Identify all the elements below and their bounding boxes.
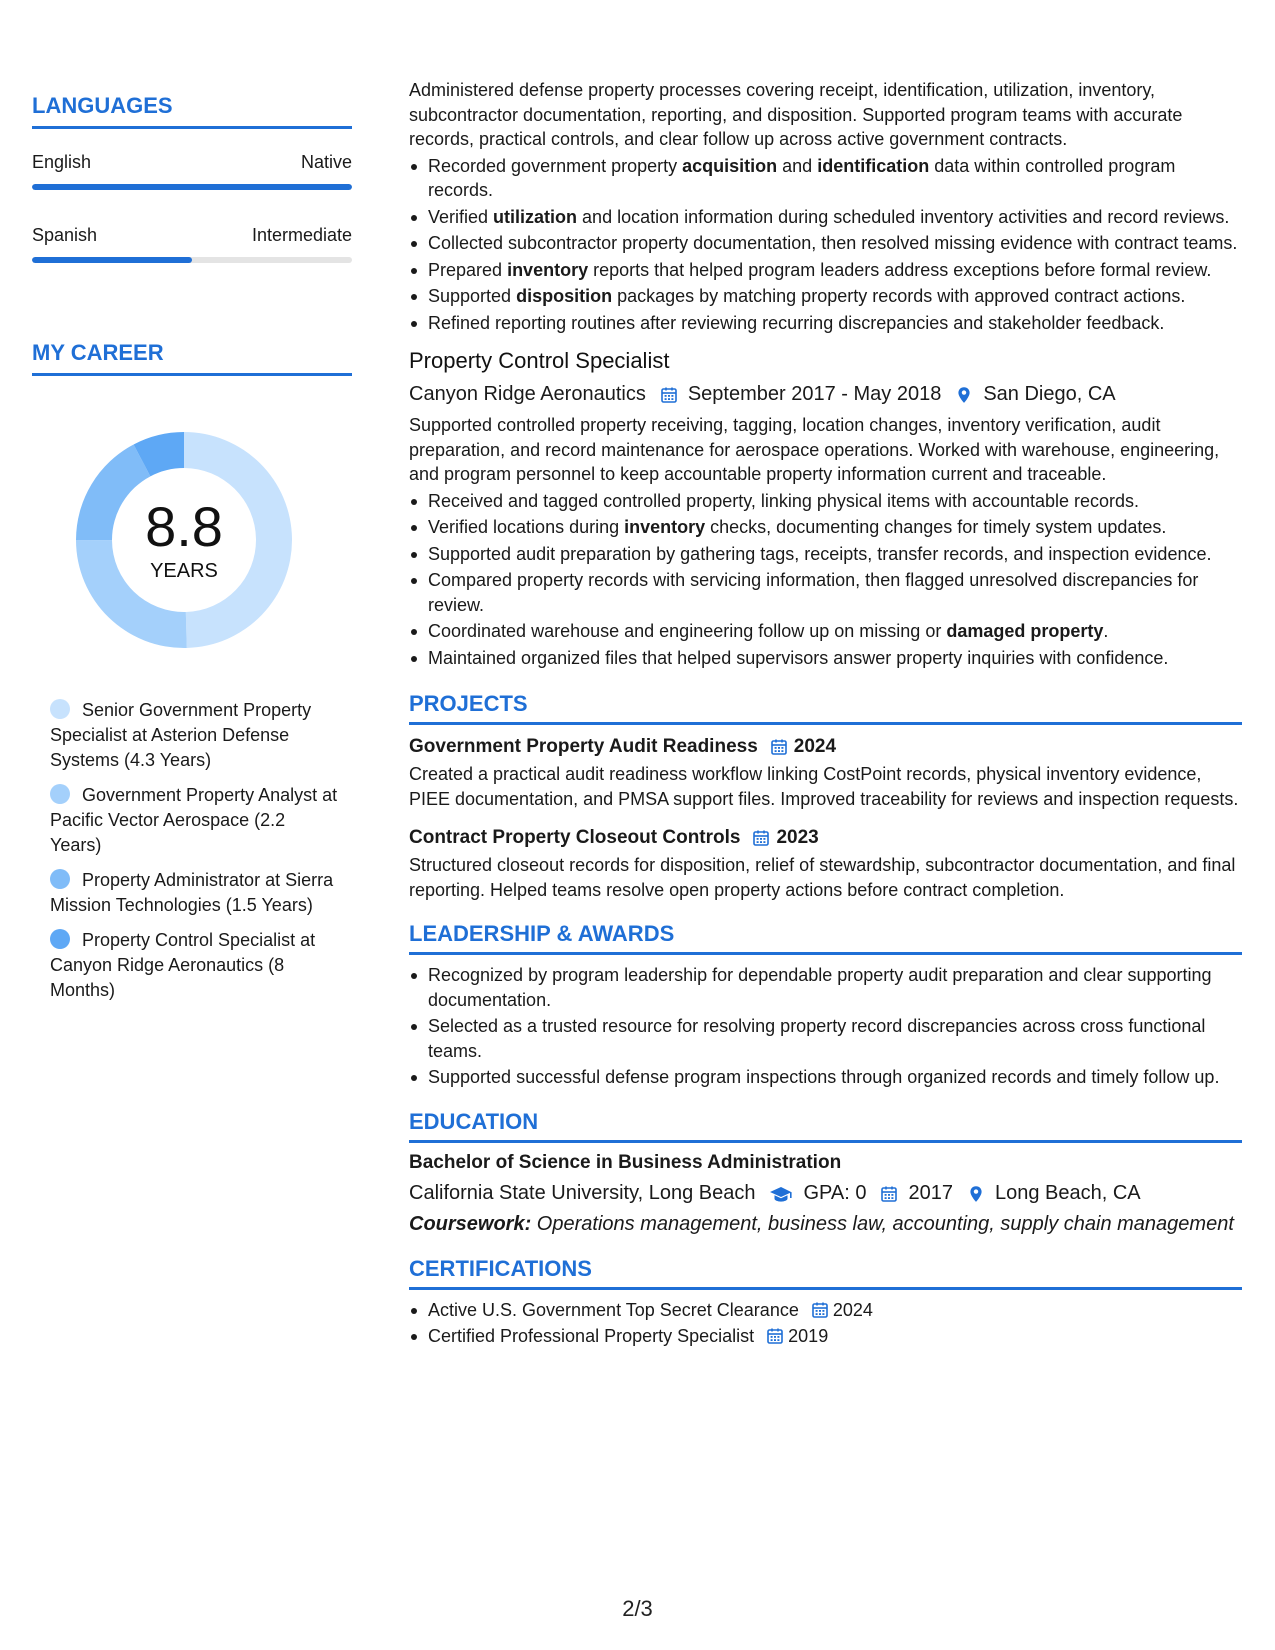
project-year: 2024 xyxy=(793,736,837,757)
project-description: Structured closeout records for disposition, relief of stewardship, subcontractor documentation, and final reporting. Helped teams resolve open property actions before contract completion. xyxy=(409,855,1236,900)
career-legend-item xyxy=(50,928,340,1003)
project-name: Government Property Audit Readiness xyxy=(409,736,758,757)
legend-dot xyxy=(50,784,70,804)
certification-item xyxy=(409,1324,1242,1349)
career-rule xyxy=(32,373,352,376)
projects-rule xyxy=(409,722,1242,725)
legend-label: Senior Government Property Specialist at Asterion Defense Systems (4.3 Years) xyxy=(50,700,312,770)
project-title xyxy=(409,734,1242,760)
language-name: Spanish xyxy=(32,225,98,245)
language-item xyxy=(32,151,352,190)
leadership-item: Recognized by program leadership for dependable property audit preparation and clear supporting documentation. xyxy=(409,963,1242,1012)
project-title xyxy=(409,825,1242,851)
education-coursework xyxy=(409,1211,1242,1237)
job-bullet: Coordinated warehouse and engineering follow up on missing or damaged property. xyxy=(409,619,1242,644)
leadership-rule xyxy=(409,952,1242,955)
calendar-icon xyxy=(880,1184,898,1202)
language-proficiency-fill xyxy=(32,257,192,263)
projects-title: PROJECTS xyxy=(409,691,528,716)
career-legend-item xyxy=(50,783,340,858)
education-gpa: GPA: 0 xyxy=(803,1181,867,1204)
certification-year: 2024 xyxy=(832,1299,873,1320)
language-proficiency-bar xyxy=(32,184,352,190)
calendar-icon xyxy=(770,738,788,756)
education-rule xyxy=(409,1140,1242,1143)
leadership-section xyxy=(409,920,1242,1090)
project-description: Created a practical audit readiness workflow linking CostPoint records, physical inventory evidence, PIEE documentation, and PMSA support files. Improved traceability for reviews and inspection requests. xyxy=(409,764,1239,809)
education-meta xyxy=(409,1180,1242,1206)
career-title: MY CAREER xyxy=(32,340,164,365)
experience-bullet: Refined reporting routines after reviewing recurring discrepancies and stakeholder feedback. xyxy=(409,311,1242,336)
language-name: English xyxy=(32,152,92,172)
career-total-years: 8.8 xyxy=(145,495,223,558)
job-bullet: Maintained organized files that helped supervisors answer property inquiries with confidence. xyxy=(409,646,1242,671)
career-legend xyxy=(50,698,340,1003)
job-title: Property Control Specialist xyxy=(409,348,670,373)
experience-bullet: Recorded government property acquisition and identification data within controlled program records. xyxy=(409,154,1242,203)
career-total-unit: YEARS xyxy=(150,560,218,582)
career-donut-chart xyxy=(64,420,304,660)
education-year: 2017 xyxy=(908,1181,953,1204)
education-degree: Bachelor of Science in Business Administration xyxy=(409,1151,842,1173)
legend-label: Property Administrator at Sierra Mission Technologies (1.5 Years) xyxy=(50,870,334,915)
job-bullet: Supported audit preparation by gathering tags, receipts, transfer records, and inspection evidence. xyxy=(409,542,1242,567)
coursework-label: Coursework: xyxy=(409,1212,532,1235)
legend-label: Property Control Specialist at Canyon Ridge Aeronautics (8 Months) xyxy=(50,930,316,1000)
map-pin-icon xyxy=(955,385,973,403)
job-meta xyxy=(409,381,1242,407)
education-title: EDUCATION xyxy=(409,1108,539,1134)
languages-title: LANGUAGES xyxy=(32,93,173,118)
experience-bullet: Collected subcontractor property documentation, then resolved missing evidence with contract teams. xyxy=(409,231,1242,256)
job-bullet: Received and tagged controlled property, linking physical items with accountable records. xyxy=(409,489,1242,514)
legend-dot xyxy=(50,929,70,949)
job-dates: September 2017 - May 2018 xyxy=(687,383,942,405)
certifications-section xyxy=(409,1255,1242,1349)
language-proficiency-bar xyxy=(32,257,352,263)
certifications-rule xyxy=(409,1287,1242,1290)
career-donut-center xyxy=(64,420,304,660)
coursework-text: Operations management, business law, accounting, supply chain management xyxy=(531,1212,1234,1235)
calendar-icon xyxy=(766,1327,784,1345)
language-item xyxy=(32,224,352,263)
language-proficiency-fill xyxy=(32,184,352,190)
sidebar xyxy=(32,92,352,1013)
education-location: Long Beach, CA xyxy=(994,1181,1141,1204)
languages-rule xyxy=(32,126,352,129)
career-section xyxy=(32,339,352,1003)
project-name: Contract Property Closeout Controls xyxy=(409,827,741,848)
career-legend-item xyxy=(50,698,340,773)
certification-item xyxy=(409,1298,1242,1323)
languages-section xyxy=(32,92,352,263)
projects-section xyxy=(409,690,1242,902)
experience-bullets xyxy=(409,154,1242,336)
main-column xyxy=(409,78,1242,1349)
certifications-list xyxy=(409,1298,1242,1349)
certification-name: Certified Professional Property Specialist xyxy=(428,1326,755,1346)
legend-dot xyxy=(50,869,70,889)
map-pin-icon xyxy=(967,1184,985,1202)
leadership-item: Selected as a trusted resource for resolving property record discrepancies across cross functional teams. xyxy=(409,1014,1242,1063)
certifications-title: CERTIFICATIONS xyxy=(409,1255,592,1281)
legend-dot xyxy=(50,699,70,719)
graduation-cap-icon xyxy=(769,1184,793,1202)
project-year: 2023 xyxy=(776,827,819,848)
leadership-list xyxy=(409,963,1242,1090)
certification-name: Active U.S. Government Top Secret Clearance xyxy=(428,1299,799,1320)
job-bullets xyxy=(409,489,1242,671)
leadership-item: Supported successful defense program inspections through organized records and timely follow up. xyxy=(409,1065,1242,1090)
job-summary: Supported controlled property receiving, tagging, location changes, inventory verification, audit preparation, and record maintenance for aerospace operations. Worked with warehouse, engineering, and program personnel to keep accountable property information current and traceable. xyxy=(409,415,1220,484)
certification-year: 2019 xyxy=(788,1326,829,1346)
language-level: Native xyxy=(300,152,352,172)
job-bullet: Compared property records with servicing information, then flagged unresolved discrepancies for review. xyxy=(409,568,1242,617)
experience-bullet: Verified utilization and location information during scheduled inventory activities and record reviews. xyxy=(409,205,1242,230)
job-location: San Diego, CA xyxy=(983,383,1116,405)
calendar-icon xyxy=(752,829,770,847)
calendar-icon xyxy=(811,1301,829,1319)
education-section xyxy=(409,1108,1242,1237)
experience-bullet: Prepared inventory reports that helped program leaders address exceptions before formal review. xyxy=(409,258,1242,283)
career-legend-item xyxy=(50,868,340,918)
experience-bullet: Supported disposition packages by matching property records with approved contract actions. xyxy=(409,284,1242,309)
experience-summary: Administered defense property processes covering receipt, identification, utilization, inventory, subcontractor documentation, reporting, and disposition. Supported program teams with accurate records, practical controls, and clear follow up across active government contracts. xyxy=(409,80,1183,149)
leadership-title: LEADERSHIP & AWARDS xyxy=(409,921,675,946)
job-bullet: Verified locations during inventory checks, documenting changes for timely system updates. xyxy=(409,515,1242,540)
job-company: Canyon Ridge Aeronautics xyxy=(409,383,646,405)
legend-label: Government Property Analyst at Pacific Vector Aerospace (2.2 Years) xyxy=(50,785,338,855)
education-school: California State University, Long Beach xyxy=(409,1181,756,1204)
page-number: 2/3 xyxy=(622,1596,653,1621)
language-level: Intermediate xyxy=(251,225,352,245)
calendar-icon xyxy=(660,385,678,403)
